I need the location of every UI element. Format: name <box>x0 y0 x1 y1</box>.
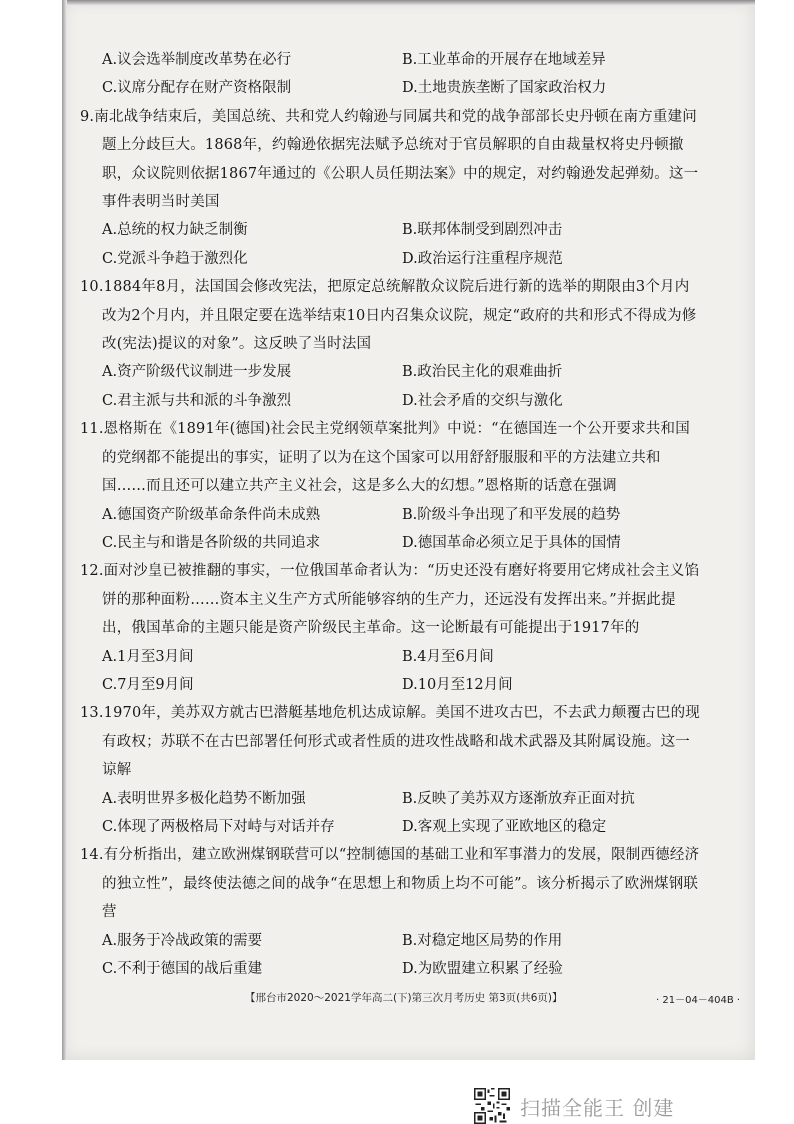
option-d: D.土地贵族垄断了国家政治权力 <box>402 80 607 97</box>
option-d: D.客观上实现了亚欧地区的稳定 <box>402 818 607 835</box>
option-grid <box>80 927 700 984</box>
option-a: A.议会选举制度改革势在必行 <box>102 52 292 68</box>
option-c: C.党派斗争趋于激烈化 <box>102 250 248 267</box>
option-a: A.表明世界多极化趋势不断加强 <box>102 790 306 807</box>
question-number: 13. <box>80 705 104 722</box>
paper-code: · 21－04－404B · <box>656 995 741 1006</box>
qr-code-icon <box>474 1088 510 1124</box>
option-b: B.联邦体制受到剧烈冲击 <box>402 222 563 239</box>
question-number: 10. <box>80 279 104 296</box>
option-grid <box>80 501 700 558</box>
question-text: 有分析指出，建立欧洲煤钢联营可以“控制德国的基础工业和军事潜力的发展，限制西德经济的独立性”，最终使法德之间的战争“在思想上和物质上均不可能”。该分析揭示了欧洲煤钢联营 <box>102 847 700 921</box>
option-c: C.议席分配存在财产资格限制 <box>102 80 292 97</box>
question-block <box>80 557 700 699</box>
question-text: 1970年，美苏双方就古巴潜艇基地危机达成谅解。美国不进攻古巴，不去武力颠覆古巴的现有政权；苏联不在古巴部署任何形式或者性质的进攻性战略和战术武器及其附属设施。这一谅解 <box>102 705 700 779</box>
question-block <box>80 415 700 557</box>
option-c: C.不利于德国的战后重建 <box>102 961 263 977</box>
option-b: B.反映了美苏双方逐渐放弃正面对抗 <box>402 790 635 807</box>
option-a: A.总统的权力缺乏制衡 <box>102 222 248 239</box>
option-c: C.民主与和谐是各阶级的共同追求 <box>102 534 321 551</box>
watermark-text: 扫描全能王 创建 <box>520 1095 675 1120</box>
paper-top-edge <box>62 0 755 6</box>
option-d: D.社会矛盾的交织与激化 <box>402 392 563 409</box>
option-grid <box>80 46 700 103</box>
question-list <box>80 46 700 983</box>
question-number: 9. <box>80 108 95 125</box>
option-a: A.1月至3月间 <box>102 648 194 665</box>
option-c: C.体现了两极格局下对峙与对话并存 <box>102 818 335 835</box>
question-text: 面对沙皇已被推翻的事实，一位俄国革命者认为：“历史还没有磨好将要用它烤成社会主义馅饼的那种面粉……资本主义生产方式所能够容纳的生产力，还远没有发挥出来。”并据此提出，俄国革命的主题只能是资产阶级民主革命。这一论断最有可能提出于1917年的 <box>102 563 700 637</box>
option-grid <box>80 643 700 700</box>
question-stem <box>80 273 700 358</box>
option-a: A.德国资产阶级革命条件尚未成熟 <box>102 506 321 523</box>
question-stem <box>80 699 700 784</box>
option-grid <box>80 216 700 273</box>
option-a: A.资产阶级代议制进一步发展 <box>102 364 292 381</box>
question-text: 1884年8月，法国国会修改宪法，把原定总统解散众议院后进行新的选举的期限由3个月内改为2个月内，并且限定要在选举结束10日内召集众议院，规定“政府的共和形式不得成为修改(宪法)提议的对象”。这反映了当时法国 <box>102 279 697 353</box>
question-block <box>80 699 700 841</box>
scanner-watermark <box>474 1088 674 1124</box>
question-stem <box>80 557 700 642</box>
option-d: D.为欧盟建立积累了经验 <box>402 961 563 977</box>
option-grid <box>80 785 700 842</box>
option-b: B.政治民主化的艰难曲折 <box>402 364 563 381</box>
option-b: B.对稳定地区局势的作用 <box>402 932 563 949</box>
option-grid <box>80 358 700 415</box>
option-d: D.德国革命必须立足于具体的国情 <box>402 534 621 551</box>
question-stem <box>80 103 700 217</box>
option-b: B.4月至6月间 <box>402 648 494 665</box>
question-text: 南北战争结束后，美国总统、共和党人约翰逊与同属共和党的战争部部长史丹顿在南方重建问题上分歧巨大。1868年，约翰逊依据宪法赋予总统对于官员解职的自由裁量权将史丹顿撤职，众议院则依据1867年通过的《公职人员任期法案》中的规定，对约翰逊发起弹劾。这一事件表明当时美国 <box>94 108 699 211</box>
question-block <box>80 841 700 983</box>
question-block <box>80 273 700 415</box>
option-d: D.10月至12月间 <box>402 676 513 693</box>
question-number: 14. <box>80 847 104 864</box>
page-footer: 【邢台市2020～2021学年高二(下)第三次月考历史 第3页(共6页)】 <box>245 992 563 1004</box>
option-c: C.君主派与共和派的斗争激烈 <box>102 392 292 409</box>
question-text: 恩格斯在《1891年(德国)社会民主党纲领草案批判》中说：“在德国连一个公开要求共和国的党纲都不能提出的事实，证明了以为在这个国家可以用舒舒服服和平的方法建立共和国……而且还可以建立共产主义社会，这是多么大的幻想。”恩格斯的话意在强调 <box>102 421 690 495</box>
question-block <box>80 103 700 273</box>
question-number: 11. <box>80 421 104 438</box>
option-b: B.阶级斗争出现了和平发展的趋势 <box>402 506 621 523</box>
option-c: C.7月至9月间 <box>102 676 194 693</box>
paper-left-edge <box>62 0 67 1060</box>
option-a: A.服务于冷战政策的需要 <box>102 932 263 949</box>
question-stem <box>80 415 700 500</box>
option-b: B.工业革命的开展存在地域差异 <box>402 52 606 68</box>
question-number: 12. <box>80 563 104 580</box>
question-stem <box>80 841 700 926</box>
option-d: D.政治运行注重程序规范 <box>402 250 563 267</box>
question-block <box>80 46 700 103</box>
